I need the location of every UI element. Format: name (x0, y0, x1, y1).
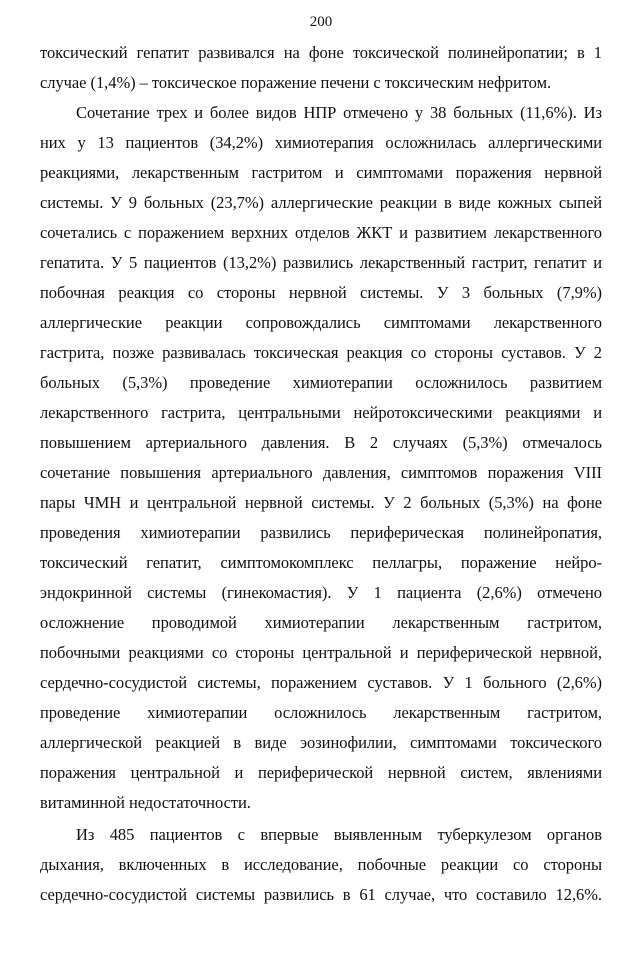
text-line: проведения химиотерапии развились периферическая полинейропатия, (40, 523, 602, 542)
text-line: больных (5,3%) проведение химиотерапии осложнилось развитием (40, 373, 602, 392)
page-number: 200 (309, 14, 333, 30)
text-line: сердечно-сосудистой системы развились в 61 случае, что составило 12,6%. (40, 885, 602, 904)
text-line: гастрита, позже развивалась токсическая реакция со стороны суставов. У 2 (40, 343, 602, 362)
text-line: дыхания, включенных в исследование, побочные реакции со стороны (40, 855, 602, 874)
text-line: сочетались с поражением верхних отделов ЖКТ и развитием лекарственного (40, 223, 602, 242)
text-line: поражения центральной и периферической нервной систем, явлениями (40, 763, 602, 782)
text-line: токсический гепатит развивался на фоне токсической полинейропатии; в 1 (40, 43, 602, 62)
text-line: осложнение проводимой химиотерапии лекарственным гастритом, (40, 613, 602, 632)
text-line: сочетание повышения артериального давления, симптомов поражения VIII (40, 463, 602, 482)
text-line: системы. У 9 больных (23,7%) аллергические реакции в виде кожных сыпей (40, 193, 602, 212)
text-line: сердечно-сосудистой системы, поражением суставов. У 1 больного (2,6%) (40, 673, 602, 692)
text-line: Сочетание трех и более видов НПР отмечено у 38 больных (11,6%). Из (76, 103, 602, 122)
text-line: аллергической реакцией в виде эозинофилии, симптомами токсического (40, 733, 602, 752)
text-line: побочная реакция со стороны нервной системы. У 3 больных (7,9%) (40, 283, 602, 302)
text-line: случае (1,4%) – токсическое поражение печени с токсическим нефритом. (40, 73, 552, 92)
paragraph-continuation (40, 38, 602, 98)
text-line: повышением артериального давления. В 2 случаях (5,3%) отмечалось (40, 433, 602, 452)
text-line: токсический гепатит, симптомокомплекс пеллагры, поражение нейро- (40, 553, 602, 572)
text-line: побочными реакциями со стороны центральной и периферической нервной, (40, 643, 602, 662)
text-line: лекарственного гастрита, центральными нейротоксическими реакциями и (40, 403, 602, 422)
text-line: пары ЧМН и центральной нервной системы. У 2 больных (5,3%) на фоне (40, 493, 602, 512)
text-line: реакциями, лекарственным гастритом и симптомами поражения нервной (40, 163, 602, 182)
text-line: гепатита. У 5 пациентов (13,2%) развились лекарственный гастрит, гепатит и (40, 253, 602, 272)
paragraph-cardiovascular (40, 820, 602, 910)
text-line: аллергические реакции сопровождались симптомами лекарственного (40, 313, 602, 332)
paragraph-combinations (40, 98, 602, 818)
text-line: витаминной недостаточности. (40, 793, 251, 812)
document-body (40, 38, 602, 910)
text-line: Из 485 пациентов с впервые выявленным туберкулезом органов (76, 825, 602, 844)
text-line: них у 13 пациентов (34,2%) химиотерапия осложнилась аллергическими (40, 133, 602, 152)
text-line: проведение химиотерапии осложнилось лекарственным гастритом, (40, 703, 602, 722)
text-line: эндокринной системы (гинекомастия). У 1 пациента (2,6%) отмечено (40, 583, 602, 602)
